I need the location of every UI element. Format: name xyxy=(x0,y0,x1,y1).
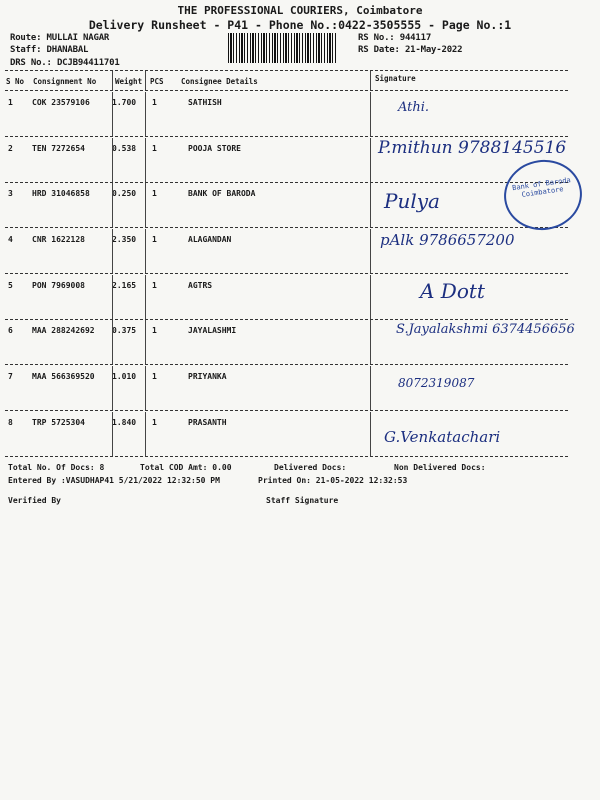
cell-consignee: SATHISH xyxy=(188,98,222,107)
cell-consignee: PRIYANKA xyxy=(188,372,227,381)
cell-pcs: 1 xyxy=(152,98,157,107)
cell-consignee: PRASANTH xyxy=(188,418,227,427)
row-rule xyxy=(5,456,568,457)
cell-sno: 4 xyxy=(8,235,13,244)
table-top-rule xyxy=(5,70,568,71)
rs-date: RS Date: 21-May-2022 xyxy=(358,45,463,55)
col-divider xyxy=(145,412,146,457)
signature-scribble: pAlk 9786657200 xyxy=(380,231,515,249)
col-divider xyxy=(112,71,113,91)
verified-by: Verified By xyxy=(8,496,61,505)
col-divider xyxy=(370,71,371,91)
col-divider xyxy=(145,320,146,365)
row-rule xyxy=(5,227,568,228)
cell-consignment: TRP 5725304 xyxy=(32,418,85,427)
total-cod: Total COD Amt: 0.00 xyxy=(140,463,232,472)
col-divider xyxy=(370,183,371,228)
cell-consignment: MAA 566369520 xyxy=(32,372,95,381)
cell-consignee: JAYALASHMI xyxy=(188,326,237,335)
col-divider xyxy=(145,229,146,274)
cell-sno: 8 xyxy=(8,418,13,427)
delivered-docs: Delivered Docs: xyxy=(274,463,347,472)
cell-consignment: CNR 1622128 xyxy=(32,235,85,244)
table-row xyxy=(0,229,600,274)
cell-sno: 1 xyxy=(8,98,13,107)
col-divider xyxy=(370,92,371,137)
cell-weight: 2.165 xyxy=(112,281,137,290)
col-header-consignee: Consignee Details xyxy=(181,77,258,86)
col-header-sno: S No xyxy=(6,77,25,86)
cell-weight: 1.010 xyxy=(112,372,137,381)
route-label: Route: MULLAI NAGAR xyxy=(10,33,110,43)
cell-sno: 6 xyxy=(8,326,13,335)
signature-scribble: A Dott xyxy=(420,279,485,303)
page-subtitle: Delivery Runsheet - P41 - Phone No.:0422-3505555 - Page No.:1 xyxy=(88,18,512,32)
cell-sno: 7 xyxy=(8,372,13,381)
table-row xyxy=(0,412,600,457)
cell-sno: 2 xyxy=(8,144,13,153)
printed-on: Printed On: 21-05-2022 12:32:53 xyxy=(258,476,408,485)
signature-scribble: G.Venkatachari xyxy=(384,428,501,446)
cell-sno: 5 xyxy=(8,281,13,290)
col-divider xyxy=(112,138,113,183)
rs-no: RS No.: 944117 xyxy=(358,33,432,43)
cell-pcs: 1 xyxy=(152,235,157,244)
cell-weight: 0.538 xyxy=(112,144,137,153)
col-divider xyxy=(145,71,146,91)
cell-weight: 2.350 xyxy=(112,235,137,244)
col-divider xyxy=(370,229,371,274)
col-divider xyxy=(112,229,113,274)
col-divider xyxy=(370,412,371,457)
cell-pcs: 1 xyxy=(152,326,157,335)
col-header-weight: Weight xyxy=(115,77,143,86)
col-divider xyxy=(145,183,146,228)
cell-pcs: 1 xyxy=(152,144,157,153)
entered-by: Entered By :VASUDHAP41 5/21/2022 12:32:50 PM xyxy=(8,476,220,485)
signature-scribble: S.Jayalakshmi 6374456656 xyxy=(396,322,575,337)
col-divider xyxy=(112,275,113,320)
col-divider xyxy=(112,92,113,137)
cell-consignee: ALAGANDAN xyxy=(188,235,232,244)
cell-pcs: 1 xyxy=(152,189,157,198)
staff-signature-label: Staff Signature xyxy=(266,496,339,505)
col-header-consignment: Consignment No xyxy=(33,77,97,86)
table-row xyxy=(0,320,600,365)
cell-weight: 0.375 xyxy=(112,326,137,335)
col-divider xyxy=(145,366,146,411)
page-title: THE PROFESSIONAL COURIERS, Coimbatore xyxy=(177,4,423,17)
col-header-signature: Signature xyxy=(375,74,416,83)
total-docs: Total No. Of Docs: 8 xyxy=(8,463,105,472)
signature-scribble: Athi. xyxy=(398,100,430,115)
cell-consignment: HRD 31046858 xyxy=(32,189,90,198)
barcode xyxy=(228,33,336,63)
cell-pcs: 1 xyxy=(152,281,157,290)
table-row xyxy=(0,366,600,411)
header-bottom-rule xyxy=(5,90,568,91)
row-rule xyxy=(5,410,568,411)
col-divider xyxy=(112,412,113,457)
table-row xyxy=(0,275,600,320)
col-divider xyxy=(112,183,113,228)
cell-weight: 1.840 xyxy=(112,418,137,427)
drs-label: DRS No.: DCJB94411701 xyxy=(10,58,120,68)
col-divider xyxy=(370,320,371,365)
cell-weight: 1.700 xyxy=(112,98,137,107)
cell-pcs: 1 xyxy=(152,372,157,381)
row-rule xyxy=(5,364,568,365)
cell-consignment: PON 7969008 xyxy=(32,281,85,290)
col-divider xyxy=(145,138,146,183)
row-rule xyxy=(5,136,568,137)
cell-consignment: MAA 288242692 xyxy=(32,326,95,335)
cell-consignee: POOJA STORE xyxy=(188,144,241,153)
cell-pcs: 1 xyxy=(152,418,157,427)
col-divider xyxy=(112,320,113,365)
cell-consignment: TEN 7272654 xyxy=(32,144,85,153)
row-rule xyxy=(5,273,568,274)
non-delivered-docs: Non Delivered Docs: xyxy=(394,463,486,472)
col-divider xyxy=(370,275,371,320)
col-divider xyxy=(145,275,146,320)
table-row xyxy=(0,92,600,137)
cell-sno: 3 xyxy=(8,189,13,198)
col-divider xyxy=(370,138,371,183)
col-header-pcs: PCS xyxy=(150,77,164,86)
col-divider xyxy=(112,366,113,411)
cell-consignee: AGTRS xyxy=(188,281,213,290)
col-divider xyxy=(145,92,146,137)
signature-scribble: Pulya xyxy=(384,189,440,213)
signature-scribble: P.mithun 9788145516 xyxy=(378,138,567,158)
col-divider xyxy=(370,366,371,411)
staff-label: Staff: DHANABAL xyxy=(10,45,89,55)
cell-consignee: BANK OF BARODA xyxy=(188,189,256,198)
signature-scribble: 8072319087 xyxy=(398,376,475,390)
cell-weight: 0.250 xyxy=(112,189,137,198)
cell-consignment: COK 23579106 xyxy=(32,98,90,107)
stamp-text: Bank of Baroda Coimbatore xyxy=(511,176,572,199)
